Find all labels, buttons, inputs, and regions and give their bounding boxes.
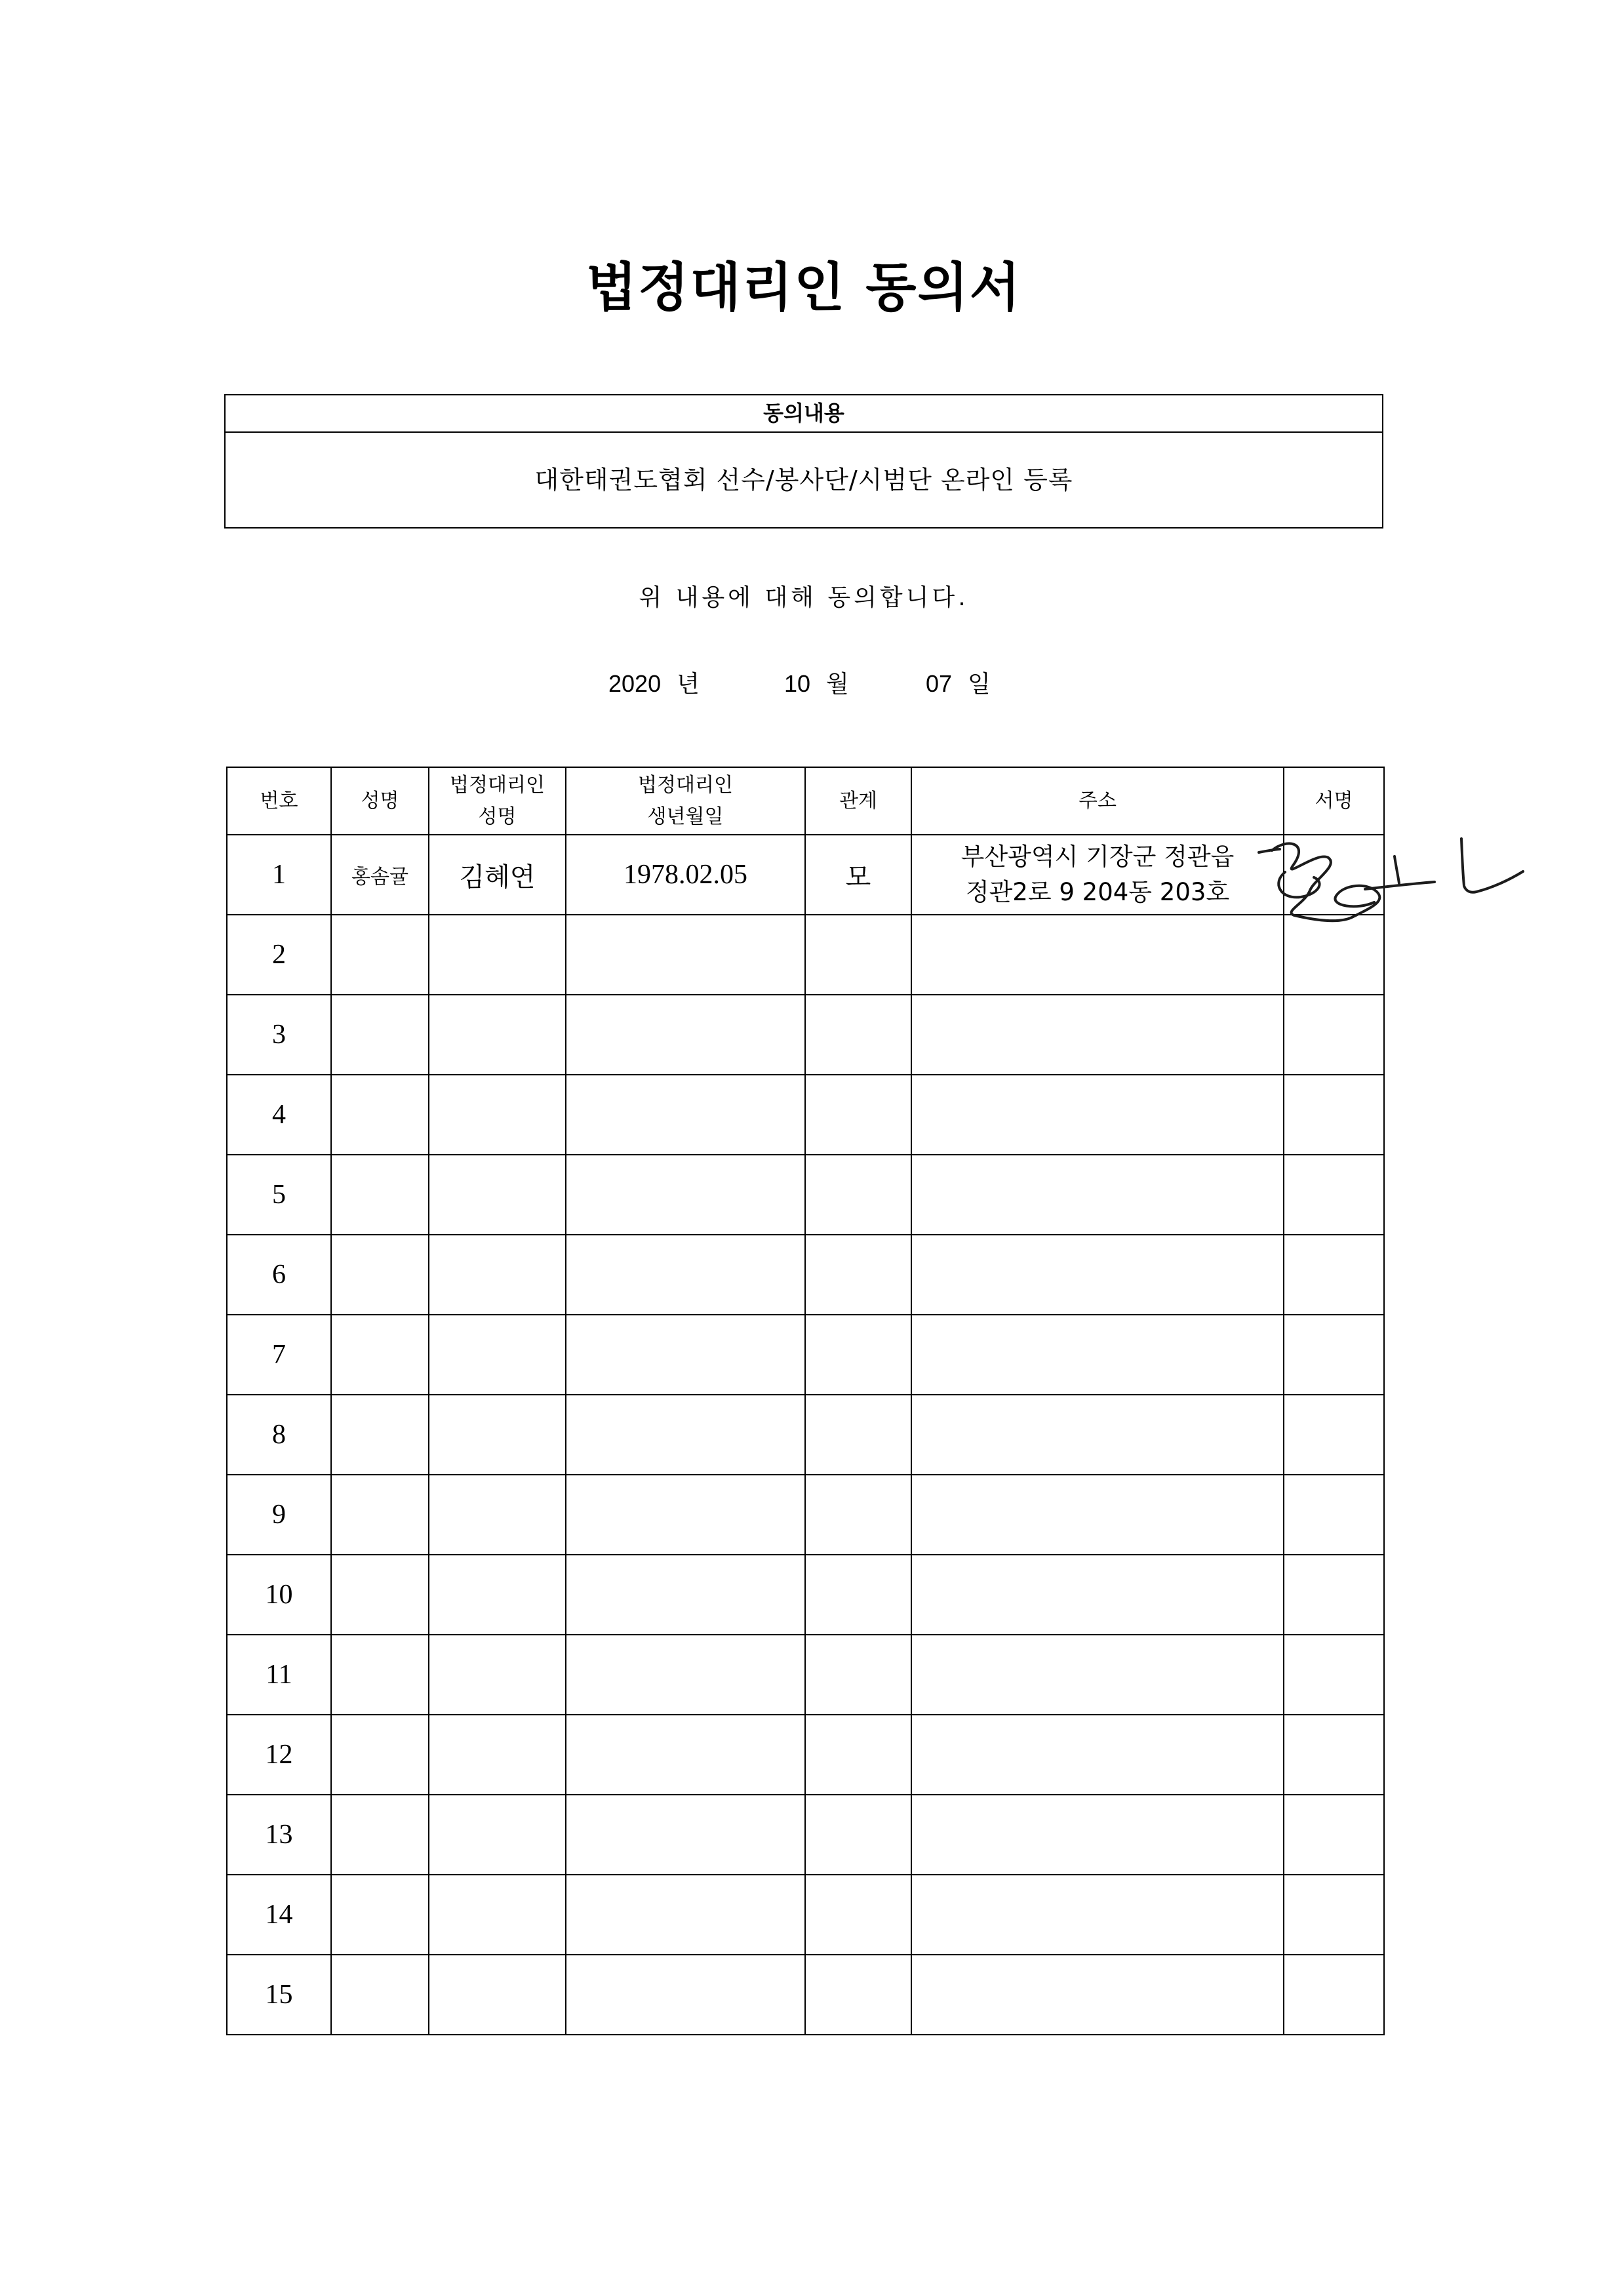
cell-relation bbox=[805, 1875, 911, 1955]
cell-signature bbox=[1284, 1395, 1384, 1475]
document-title: 법정대리인 동의서 bbox=[585, 257, 1022, 318]
table-row bbox=[227, 835, 1384, 915]
cell-guardian-birth bbox=[566, 1715, 805, 1795]
cell-guardian-name bbox=[429, 1475, 566, 1555]
cell-address bbox=[911, 835, 1284, 915]
cell-relation bbox=[805, 1715, 911, 1795]
cell-signature bbox=[1284, 1155, 1384, 1235]
cell-relation bbox=[805, 1555, 911, 1635]
cell-name bbox=[331, 1635, 429, 1715]
cell-signature bbox=[1284, 1075, 1384, 1155]
cell-guardian-name bbox=[429, 1795, 566, 1875]
date-day-group bbox=[926, 666, 991, 702]
cell-signature bbox=[1284, 1795, 1384, 1875]
consent-content: 대한태권도협회 선수/봉사단/시범단 온라인 등록 bbox=[534, 466, 1073, 494]
cell-guardian-birth bbox=[566, 1795, 805, 1875]
cell-guardian-name bbox=[429, 995, 566, 1075]
signature-stroke-tick bbox=[1395, 856, 1399, 883]
cell-name bbox=[331, 1715, 429, 1795]
header-address: 주소 bbox=[911, 767, 1284, 835]
cell-relation bbox=[805, 1075, 911, 1155]
cell-no: 3 bbox=[227, 995, 331, 1075]
cell-name bbox=[331, 1875, 429, 1955]
header-guardian-name bbox=[429, 767, 566, 835]
cell-guardian-name bbox=[429, 1395, 566, 1475]
cell-guardian-name bbox=[429, 1155, 566, 1235]
cell-name bbox=[331, 995, 429, 1075]
cell-name bbox=[331, 1475, 429, 1555]
handwritten-signature bbox=[1246, 820, 1534, 938]
cell-guardian-birth bbox=[566, 915, 805, 995]
header-guardian-birth bbox=[566, 767, 805, 835]
cell-address bbox=[911, 1075, 1284, 1155]
guardian-table bbox=[226, 767, 1385, 2035]
cell-name bbox=[331, 1555, 429, 1635]
date-month-unit: 월 bbox=[826, 671, 849, 698]
cell-relation bbox=[805, 1795, 911, 1875]
cell-no: 1 bbox=[227, 835, 331, 915]
cell-guardian-name: 김혜연 bbox=[429, 835, 566, 915]
cell-no: 11 bbox=[227, 1635, 331, 1715]
signature-stroke-hook bbox=[1461, 839, 1523, 892]
cell-no: 2 bbox=[227, 915, 331, 995]
header-name: 성명 bbox=[331, 767, 429, 835]
table-row bbox=[227, 1155, 1384, 1235]
address-line2: 정관2로 9 204동 203호 bbox=[965, 878, 1230, 906]
cell-address bbox=[911, 995, 1284, 1075]
cell-name bbox=[331, 1795, 429, 1875]
table-row bbox=[227, 1715, 1384, 1795]
consent-box bbox=[224, 394, 1383, 529]
cell-guardian-birth bbox=[566, 1635, 805, 1715]
table-row bbox=[227, 995, 1384, 1075]
cell-signature bbox=[1284, 1555, 1384, 1635]
date-year-group bbox=[608, 666, 700, 702]
header-guardian-birth-line2: 생년월일 bbox=[647, 805, 724, 828]
cell-guardian-name bbox=[429, 1635, 566, 1715]
signature-stroke-scribble bbox=[1272, 843, 1379, 921]
cell-guardian-birth bbox=[566, 1395, 805, 1475]
cell-relation bbox=[805, 1475, 911, 1555]
cell-no: 12 bbox=[227, 1715, 331, 1795]
cell-relation: 모 bbox=[805, 835, 911, 915]
cell-name bbox=[331, 1955, 429, 2035]
date-day: 07 bbox=[926, 670, 953, 697]
cell-signature bbox=[1284, 1475, 1384, 1555]
cell-relation bbox=[805, 1395, 911, 1475]
cell-address bbox=[911, 915, 1284, 995]
cell-relation bbox=[805, 915, 911, 995]
date-year: 2020 bbox=[608, 670, 662, 697]
header-no: 번호 bbox=[227, 767, 331, 835]
cell-guardian-name bbox=[429, 1955, 566, 2035]
table-row bbox=[227, 1795, 1384, 1875]
cell-guardian-name bbox=[429, 1235, 566, 1315]
cell-guardian-birth bbox=[566, 1955, 805, 2035]
header-guardian-name-line1: 법정대리인 bbox=[450, 773, 545, 797]
header-signature: 서명 bbox=[1284, 767, 1384, 835]
cell-guardian-birth: 1978.02.05 bbox=[566, 835, 805, 915]
cell-signature bbox=[1284, 1875, 1384, 1955]
cell-name bbox=[331, 1075, 429, 1155]
header-guardian-name-line2: 성명 bbox=[478, 805, 517, 828]
table-row bbox=[227, 1235, 1384, 1315]
cell-guardian-name bbox=[429, 1315, 566, 1395]
date-year-unit: 년 bbox=[677, 671, 700, 698]
cell-address bbox=[911, 1795, 1284, 1875]
cell-relation bbox=[805, 995, 911, 1075]
cell-guardian-name bbox=[429, 915, 566, 995]
address-line1: 부산광역시 기장군 정관읍 bbox=[961, 843, 1235, 871]
cell-address bbox=[911, 1555, 1284, 1635]
cell-guardian-name bbox=[429, 1555, 566, 1635]
cell-name bbox=[331, 1155, 429, 1235]
table-row bbox=[227, 915, 1384, 995]
cell-no: 15 bbox=[227, 1955, 331, 2035]
cell-address bbox=[911, 1315, 1284, 1395]
cell-guardian-birth bbox=[566, 1555, 805, 1635]
cell-name bbox=[331, 1315, 429, 1395]
cell-address bbox=[911, 1475, 1284, 1555]
agreement-statement: 위 내용에 대해 동의합니다. bbox=[639, 584, 969, 611]
cell-address bbox=[911, 1715, 1284, 1795]
cell-name bbox=[331, 915, 429, 995]
cell-guardian-birth bbox=[566, 1875, 805, 1955]
cell-no: 5 bbox=[227, 1155, 331, 1235]
cell-relation bbox=[805, 1315, 911, 1395]
cell-no: 10 bbox=[227, 1555, 331, 1635]
table-row bbox=[227, 1875, 1384, 1955]
cell-address bbox=[911, 1235, 1284, 1315]
cell-name: 홍솜귤 bbox=[331, 835, 429, 915]
cell-guardian-birth bbox=[566, 1075, 805, 1155]
cell-signature bbox=[1284, 1635, 1384, 1715]
cell-no: 9 bbox=[227, 1475, 331, 1555]
cell-no: 7 bbox=[227, 1315, 331, 1395]
cell-relation bbox=[805, 1955, 911, 2035]
signature-stroke-dash bbox=[1259, 849, 1280, 852]
cell-relation bbox=[805, 1235, 911, 1315]
cell-signature bbox=[1284, 1955, 1384, 2035]
cell-guardian-name bbox=[429, 1715, 566, 1795]
cell-address bbox=[911, 1875, 1284, 1955]
cell-signature bbox=[1284, 1315, 1384, 1395]
cell-no: 8 bbox=[227, 1395, 331, 1475]
cell-relation bbox=[805, 1635, 911, 1715]
table-row bbox=[227, 1635, 1384, 1715]
consent-header: 동의내용 bbox=[226, 395, 1382, 433]
cell-guardian-birth bbox=[566, 1475, 805, 1555]
cell-signature bbox=[1284, 1715, 1384, 1795]
date-month: 10 bbox=[784, 670, 811, 697]
cell-address bbox=[911, 1155, 1284, 1235]
cell-name bbox=[331, 1235, 429, 1315]
table-header-row bbox=[227, 767, 1384, 835]
table-row bbox=[227, 1955, 1384, 2035]
cell-address bbox=[911, 1955, 1284, 2035]
cell-guardian-name bbox=[429, 1075, 566, 1155]
cell-signature bbox=[1284, 1235, 1384, 1315]
cell-no: 4 bbox=[227, 1075, 331, 1155]
cell-address bbox=[911, 1395, 1284, 1475]
cell-address bbox=[911, 1635, 1284, 1715]
cell-no: 14 bbox=[227, 1875, 331, 1955]
table-row bbox=[227, 1075, 1384, 1155]
cell-guardian-birth bbox=[566, 995, 805, 1075]
cell-guardian-name bbox=[429, 1875, 566, 1955]
cell-name bbox=[331, 1395, 429, 1475]
table-row bbox=[227, 1315, 1384, 1395]
table-row bbox=[227, 1555, 1384, 1635]
cell-guardian-birth bbox=[566, 1155, 805, 1235]
cell-no: 13 bbox=[227, 1795, 331, 1875]
cell-guardian-birth bbox=[566, 1235, 805, 1315]
cell-no: 6 bbox=[227, 1235, 331, 1315]
cell-guardian-birth bbox=[566, 1315, 805, 1395]
date-day-unit: 일 bbox=[968, 671, 991, 698]
cell-signature bbox=[1284, 995, 1384, 1075]
cell-relation bbox=[805, 1155, 911, 1235]
table-row bbox=[227, 1395, 1384, 1475]
header-guardian-birth-line1: 법정대리인 bbox=[638, 773, 733, 797]
table-row bbox=[227, 1475, 1384, 1555]
date-line bbox=[0, 666, 1624, 702]
date-month-group bbox=[784, 666, 849, 702]
header-relation: 관계 bbox=[805, 767, 911, 835]
